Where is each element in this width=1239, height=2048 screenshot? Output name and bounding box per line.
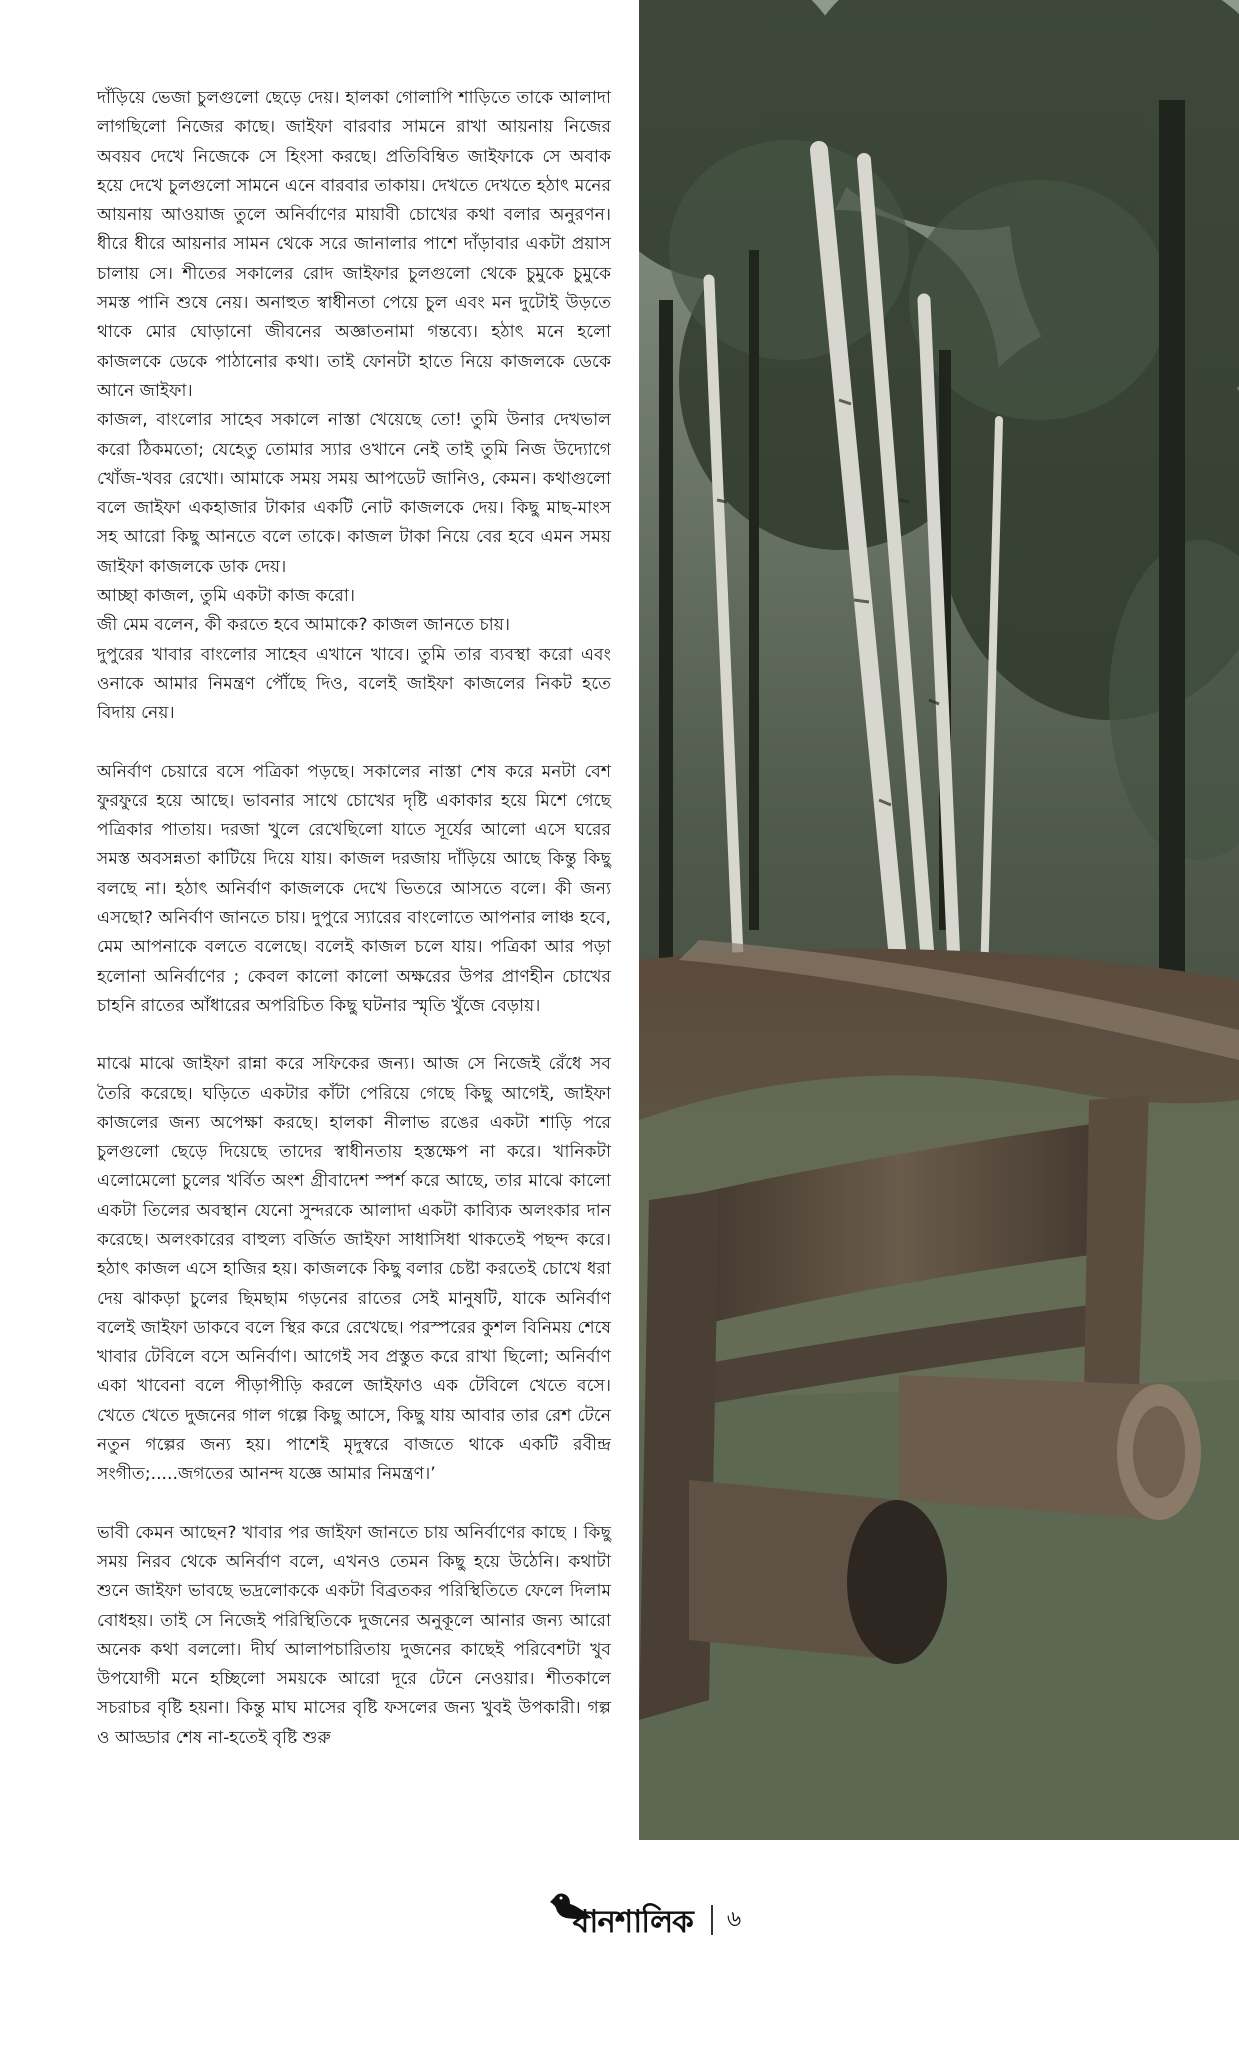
paragraph-1: দাঁড়িয়ে ভেজা চুলগুলো ছেড়ে দেয়। হালকা গোলাপি শাড়িতে তাকে আলাদা লাগছিলো নিজের কাছে। জাইফা বারবার সামনে রাখা আয়নায় নিজের অবয়ব দেখে নিজেকে সে হিংসা করছে। প্রতিবিম্বিত জাইফাকে সে অবাক হয়ে দেখে চুলগুলো সামনে এনে বারবার তাকায়। দেখতে দেখতে হঠাৎ মনের আয়নায় আওয়াজ তুলে অনির্বাণের মায়াবী চোখের কথা বলার অনুরণন। ধীরে ধীরে আয়নার সামন থেকে সরে জানালার পাশে দাঁড়াবার একটা প্রয়াস চালায় সে। শীতের সকালের রোদ জাইফার চুলগুলো থেকে চুমুকে চুমুকে সমস্ত পানি শুষে নেয়। অনাহুত স্বাধীনতা পেয়ে চুল এবং মন দুটোই উড়তে থাকে মোর ঘোড়ানো জীবনের অজ্ঞাতনামা গন্তব্যে। হঠাৎ মনে হলো কাজলকে ডেকে পাঠানোর কথা। তাই ফোনটা হাতে নিয়ে কাজলকে ডেকে আনে জাইফা।	[97, 88, 611, 401]
magazine-logo	[548, 1890, 693, 1950]
paragraph-3: আচ্ছা কাজল, তুমি একটা কাজ করো।	[97, 586, 355, 607]
paragraph-2: কাজল, বাংলোর সাহেব সকালে নাস্তা খেয়েছে তো! তুমি উনার দেখভাল করো ঠিকমতো; যেহেতু তোমার স্যার ওখানে নেই তাই তুমি নিজ উদ্যোগে খোঁজ-খবর রেখো। আমাকে সময় সময় আপডেট জানিও, কেমন। কথাগুলো বলে জাইফা একহাজার টাকার একটি নোট কাজলকে দেয়। কিছু মাছ-মাংস সহ আরো কিছু আনতে বলে তাকে। কাজল টাকা নিয়ে বের হবে এমন সময় জাইফা কাজলকে ডাক দেয়।	[97, 410, 611, 577]
forest-bench-photo	[639, 0, 1239, 1840]
page-footer	[548, 1880, 741, 1960]
logo-text: ধানশালিক	[572, 1904, 693, 1940]
paragraph-6: অনির্বাণ চেয়ারে বসে পত্রিকা পড়ছে। সকালের নাস্তা শেষ করে মনটা বেশ ফুরফুরে হয়ে আছে। ভাবনার সাথে চোখের দৃষ্টি একাকার হয়ে মিশে গেছে পত্রিকার পাতায়। দরজা খুলে রেখেছিলো যাতে সূর্যের আলো এসে ঘরের সমস্ত অবসন্নতা কাটিয়ে দিয়ে যায়। কাজল দরজায় দাঁড়িয়ে আছে কিন্তু কিছু বলছে না। হঠাৎ অনির্বাণ কাজলকে দেখে ভিতরে আসতে বলে। কী জন্য এসছো? অনির্বাণ জানতে চায়। দুপুরে স্যারের বাংলোতে আপনার লাঞ্চ হবে, মেম আপনাকে বলতে বলেছে। বলেই কাজল চলে যায়। পত্রিকা আর পড়া হলোনা অনির্বাণের ; কেবল কালো কালো অক্ষরের উপর প্রাণহীন চোখের চাহনি রাতের আঁধারের অপরিচিত কিছু ঘটনার স্মৃতি খুঁজে বেড়ায়।	[97, 761, 611, 1016]
paragraph-5: দুপুরের খাবার বাংলোর সাহেব এখানে খাবে। তুমি তার ব্যবস্থা করো এবং ওনাকে আমার নিমন্ত্রণ পৌঁছে দিও, বলেই জাইফা কাজলের নিকট হতে বিদায় নেয়।	[97, 644, 611, 724]
paragraph-4: জী মেম বলেন, কী করতে হবে আমাকে? কাজল জানতে চায়।	[97, 615, 511, 636]
article-body	[97, 84, 611, 1753]
paragraph-8: ভাবী কেমন আছেন? খাবার পর জাইফা জানতে চায় অনির্বাণের কাছে । কিছু সময় নিরব থেকে অনির্বাণ বলে, এখনও তেমন কিছু হয়ে উঠেনি। কথাটা শুনে জাইফা ভাবছে ভদ্রলোককে একটা বিব্রতকর পরিস্থিতিতে ফেলে দিলাম বোধহয়। তাই সে নিজেই পরিস্থিতিকে দুজনের অনুকূলে আনার জন্য আরো অনেক কথা বললো। দীর্ঘ আলাপচারিতায় দুজনের কাছেই পরিবেশটা খুব উপযোগী মনে হচ্ছিলো সময়কে আরো দূরে টেনে নেওয়ার। শীতকালে সচরাচর বৃষ্টি হয়না। কিন্তু মাঘ মাসের বৃষ্টি ফসলের জন্য খুবই উপকারী। গল্প ও আড্ডার শেষ না-হতেই বৃষ্টি শুরু	[97, 1522, 611, 1748]
paragraph-7: মাঝে মাঝে জাইফা রান্না করে সফিকের জন্য। আজ সে নিজেই রেঁধে সব তৈরি করেছে। ঘড়িতে একটার কাঁটা পেরিয়ে গেছে কিছু আগেই, জাইফা কাজলের জন্য অপেক্ষা করছে। হালকা নীলাভ রঙের একটা শাড়ি পরে চুলগুলো ছেড়ে দিয়েছে তাদের স্বাধীনতায় হস্তক্ষেপ না করে। খানিকটা এলোমেলো চুলের খর্বিত অংশ গ্রীবাদেশ স্পর্শ করে আছে, তার মাঝে কালো একটা তিলের অবস্থান যেনো সুন্দরকে আলাদা একটা কাব্যিক অলংকার দান করেছে। অলংকারের বাহুল্য বর্জিত জাইফা সাধাসিধা থাকতেই পছন্দ করে। হঠাৎ কাজল এসে হাজির হয়। কাজলকে কিছু বলার চেষ্টা করতেই চোখে ধরা দেয় ঝাকড়া চুলের ছিমছাম গড়নের রাতের সেই মানুষটি, যাকে অনির্বাণ বলেই জাইফা ডাকবে বলে স্থির করে রেখেছে। পরস্পরের কুশল বিনিময় শেষে খাবার টেবিলে বসে অনির্বাণ। আগেই সব প্রস্তুত করে রাখা ছিলো; অনির্বাণ একা খাবেনা বলে পীড়াপীড়ি করলে জাইফাও এক টেবিলে খেতে বসে। খেতে খেতে দুজনের গাল গল্পে কিছু আসে, কিছু যায় আবার তার রেশ টেনে নতুন গল্পের জন্য হয়। পাশেই মৃদুস্বরে বাজতে থাকে একটি রবীন্দ্র সংগীত;.....জগতের আনন্দ যজ্ঞে আমার নিমন্ত্রণ।’	[97, 1054, 611, 1485]
page-number: ৬	[726, 1906, 742, 1932]
footer-divider	[711, 1905, 713, 1935]
